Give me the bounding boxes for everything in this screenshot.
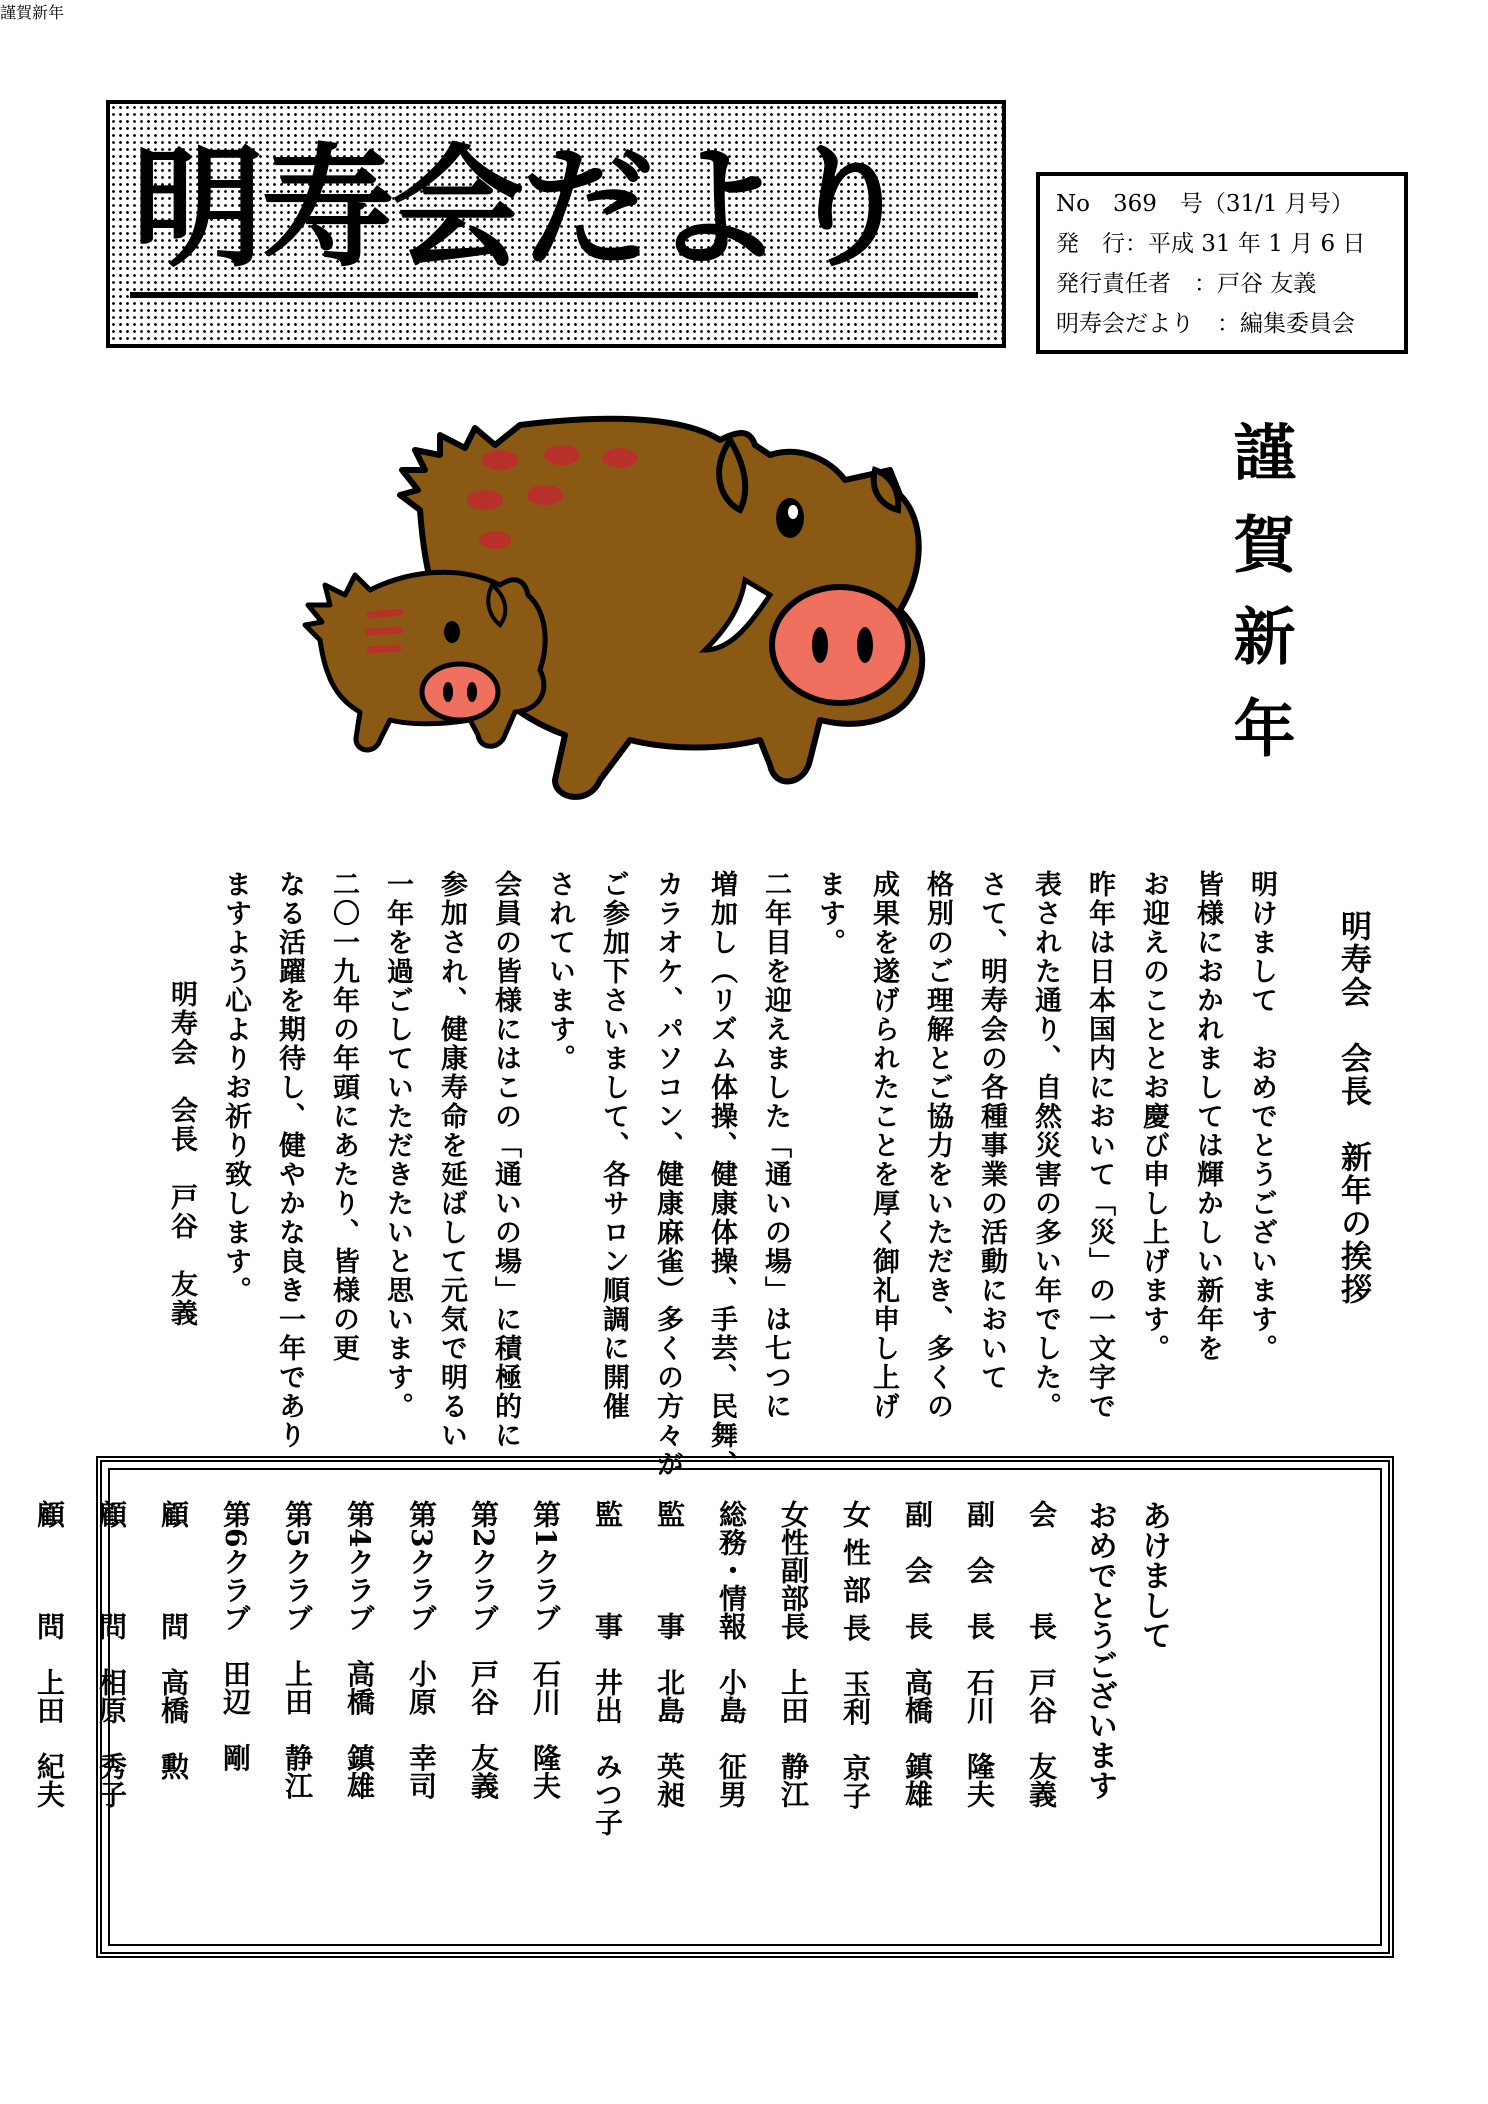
greeting-line: 二〇一九年の年頭にあたり、皆様の更 [328,870,359,1363]
boar-illustration [300,400,1000,840]
officer-row: 女性副部長 上田 静江 [777,1500,810,1808]
issue-publisher: 発行責任者 ：戸谷 友義 [1056,271,1317,297]
officer-row: 監 事 井出 みつ子 [591,1500,624,1836]
greeting-line: されています。 [544,870,575,1073]
greeting-line: 増加し（リズム体操、健康体操、手芸、民舞、 [706,870,737,1479]
greeting-line: ます。 [814,870,845,957]
greeting-line: ご参加下さいまして、各サロン順調に開催 [598,870,629,1421]
officer-row: 会 長 戸谷 友義 [1025,1500,1058,1808]
officer-row: 監 事 北島 英昶 [653,1500,686,1808]
issue-date: 発 行：平成 31 年 1 月 6 日 [1056,231,1366,257]
title-underline [130,292,978,298]
greeting-line: カラオケ、パソコン、健康麻雀）多くの方々が [652,870,683,1479]
issue-number: No 369 号（31/1 月号） [1056,191,1354,217]
officer-row: 第3クラブ 小原 幸司 [405,1500,438,1800]
new-year-heading: 謹賀新年 [1223,420,1296,788]
officers-greeting-1: あけまして [1136,1500,1171,1650]
greeting-signature: 明寿会 会長 戸谷 友義 [166,980,197,1328]
officer-row: 第1クラブ 石川 隆夫 [529,1500,562,1800]
greeting-line: 昨年は日本国内において「災」の一文字で [1084,870,1115,1421]
greeting-line: お迎えのこととお慶び申し上げます。 [1138,870,1169,1363]
greeting-line: 参加され、健康寿命を延ばして元気で明るい [436,870,467,1450]
greeting-line: 表された通り、自然災害の多い年でした。 [1030,870,1061,1421]
officer-row: 第5クラブ 上田 静江 [281,1500,314,1800]
greeting-line: ますよう心よりお祈り致します。 [220,870,251,1305]
officer-row: 第2クラブ 戸谷 友義 [467,1500,500,1800]
greeting-title: 明寿会 会長 新年の挨拶 [1335,910,1371,1306]
newsletter-title: 明寿会だより [132,132,912,286]
greeting-line: 二年目を迎えました「通いの場」は七つに [760,870,791,1421]
officer-row: 女 性 部 長 玉利 京子 [839,1500,872,1810]
greeting-line: 成果を遂げられたことを厚く御礼申し上げ [868,870,899,1421]
officers-list [33,1500,1180,1920]
officers-greeting-2: おめでとうございます [1082,1500,1117,1800]
officer-row: 総務・情報 小島 征男 [715,1500,748,1808]
greeting-line: 明けまして おめでとうございます。 [1246,870,1277,1363]
greeting-line: 皆様におかれましては輝かしい新年を [1192,870,1223,1363]
officers-heading: 謹賀新年 [0,3,65,22]
officer-row: 副 会 長 高橋 鎮雄 [901,1500,934,1808]
officer-row: 顧 問 高橋 勲 [157,1500,190,1780]
officer-row: 第6クラブ 田辺 剛 [219,1500,252,1772]
greeting-line: さて、明寿会の各種事業の活動において [976,870,1007,1392]
greeting-line: 会員の皆様にはこの「通いの場」に積極的に [490,870,521,1450]
greeting-line: 格別のご理解とご協力をいただき、多くの [922,870,953,1421]
greeting-line: 一年を過ごしていただきたいと思います。 [382,870,413,1421]
masthead [106,100,1006,348]
officer-row: 顧 問 相原 秀子 [95,1500,128,1808]
president-greeting [166,870,1380,1479]
greeting-line: なる活躍を期待し、健やかな良き一年であり [274,870,305,1450]
officer-row: 副 会 長 石川 隆夫 [963,1500,996,1808]
small-boar-icon [305,572,545,750]
officer-row: 第4クラブ 高橋 鎮雄 [343,1500,376,1800]
issue-editorial: 明寿会だより ：編集委員会 [1056,311,1355,337]
officer-row: 顧 問 上田 紀夫 [33,1500,66,1808]
issue-info-box [1036,172,1408,354]
